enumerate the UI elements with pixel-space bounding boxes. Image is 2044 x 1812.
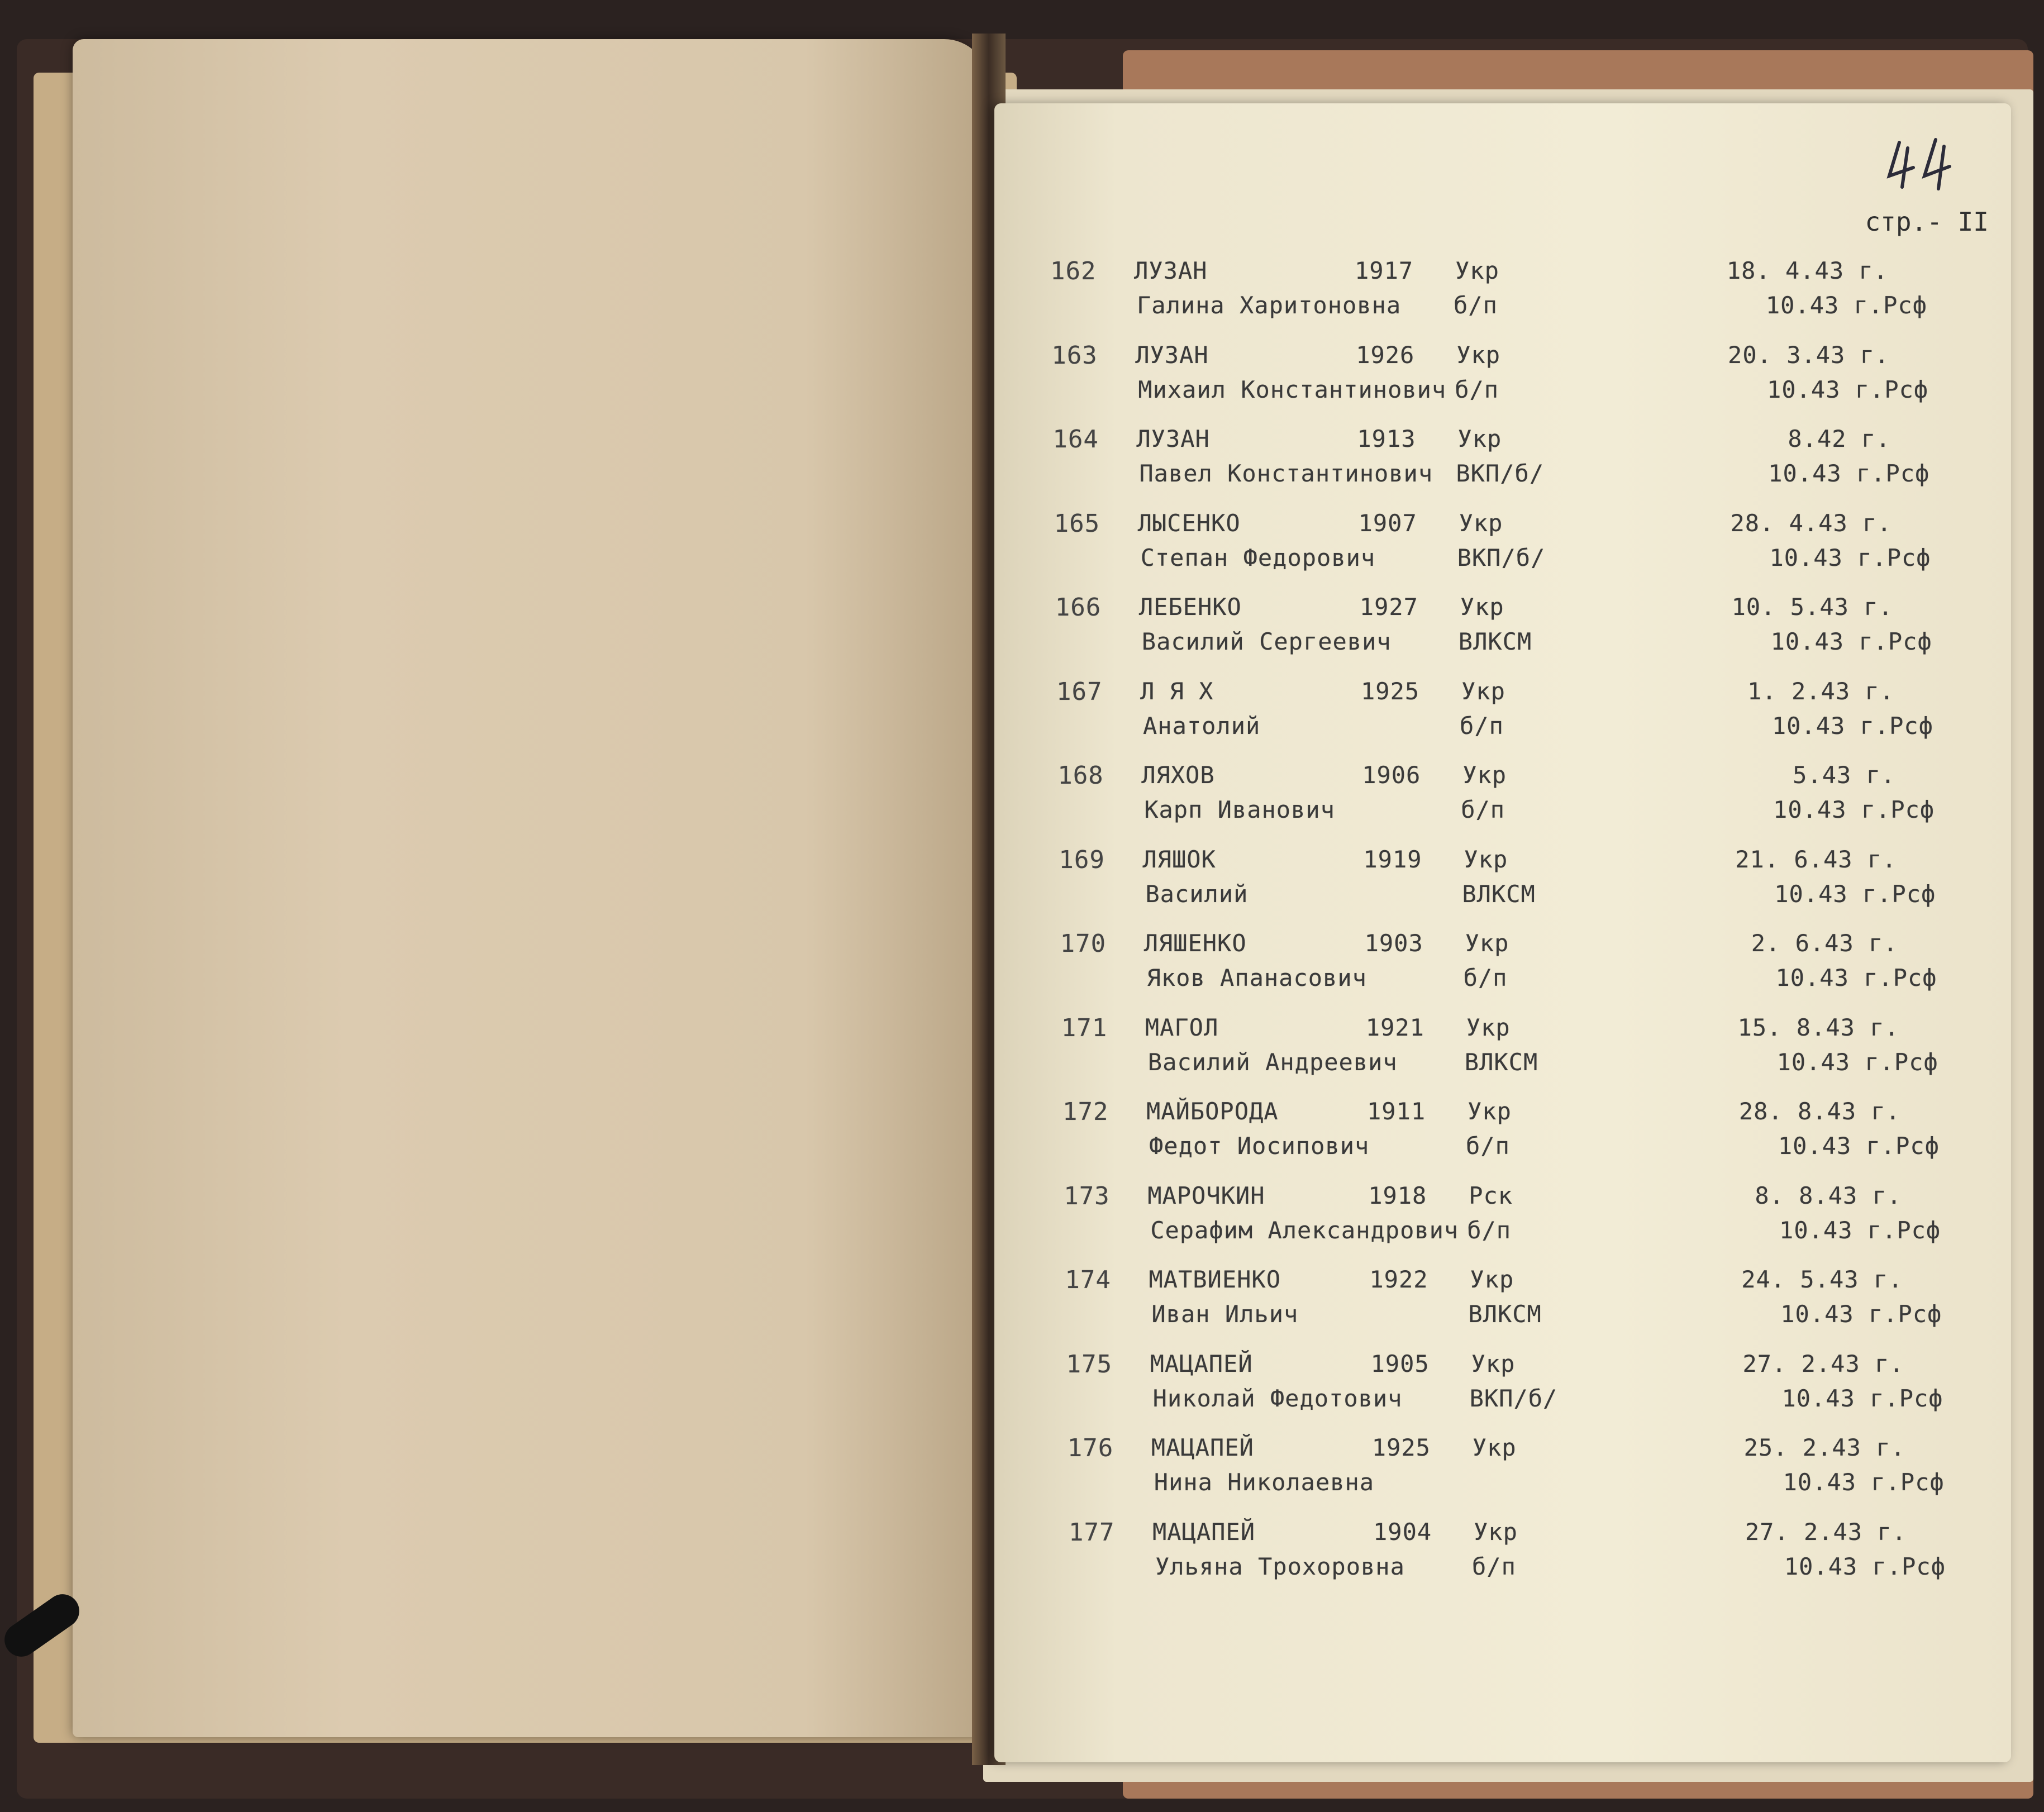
record-given-name: Павел Константинович: [1139, 460, 1433, 487]
record-given-name: Михаил Константинович: [1138, 375, 1447, 403]
record-mobilized: 10.43 г.Рсф: [1781, 1384, 1943, 1412]
record-party: ВКП/б/: [1469, 1384, 1558, 1412]
record-nationality: Укр: [1468, 1098, 1512, 1125]
record-date: 28. 8.43 г.: [1738, 1098, 1900, 1125]
record-party: ВКП/б/: [1457, 543, 1546, 571]
record-given-name: Василий Сергеевич: [1141, 628, 1392, 655]
record-row: [1057, 761, 1935, 840]
record-nationality: Укр: [1465, 929, 1509, 957]
record-row: [1063, 1098, 1940, 1176]
record-mobilized: 10.43 г.Рсф: [1774, 880, 1936, 908]
record-given-name: Нина Николаевна: [1154, 1468, 1375, 1496]
record-row: [1055, 593, 1932, 671]
record-birth-year: 1925: [1371, 1434, 1431, 1461]
record-number: 169: [1059, 845, 1105, 874]
record-party: б/п: [1460, 712, 1504, 740]
record-surname: ЛУЗАН: [1135, 341, 1209, 369]
record-birth-year: 1907: [1358, 509, 1417, 537]
record-mobilized: 10.43 г.Рсф: [1773, 796, 1935, 823]
record-nationality: Укр: [1464, 845, 1508, 873]
record-party: б/п: [1467, 1216, 1512, 1244]
record-date: 8.42 г.: [1788, 425, 1891, 452]
record-surname: ЛЫСЕНКО: [1137, 509, 1241, 537]
record-number: 177: [1069, 1518, 1115, 1547]
record-date: 24. 5.43 г.: [1741, 1266, 1903, 1293]
record-number: 171: [1061, 1013, 1108, 1042]
record-nationality: Укр: [1457, 425, 1502, 452]
record-mobilized: 10.43 г.Рсф: [1768, 460, 1930, 487]
record-nationality: Укр: [1466, 1013, 1511, 1041]
left-page-blank: [73, 39, 989, 1737]
record-nationality: Укр: [1471, 1350, 1516, 1377]
record-date: 27. 2.43 г.: [1742, 1350, 1904, 1377]
record-number: 172: [1063, 1098, 1109, 1126]
record-row: [1050, 257, 1927, 335]
record-given-name: Василий: [1145, 880, 1249, 908]
record-date: 15. 8.43 г.: [1737, 1013, 1899, 1041]
record-date: 20. 3.43 г.: [1728, 341, 1890, 369]
record-date: 25. 2.43 г.: [1743, 1434, 1905, 1461]
record-date: 27. 2.43 г.: [1745, 1518, 1907, 1546]
record-number: 176: [1067, 1434, 1114, 1462]
record-surname: МАЦАПЕЙ: [1152, 1518, 1256, 1546]
record-surname: МАГОЛ: [1145, 1013, 1219, 1041]
record-surname: ЛЕБЕНКО: [1138, 593, 1242, 621]
record-date: 21. 6.43 г.: [1735, 845, 1897, 873]
record-date: 1. 2.43 г.: [1747, 677, 1894, 705]
record-given-name: Ульяна Трохоровна: [1155, 1552, 1405, 1580]
record-birth-year: 1921: [1365, 1013, 1424, 1041]
record-row: [1051, 341, 1929, 419]
record-party: б/п: [1455, 375, 1499, 403]
record-birth-year: 1911: [1367, 1098, 1426, 1125]
record-row: [1067, 1434, 1945, 1512]
record-nationality: Укр: [1459, 509, 1503, 537]
record-number: 174: [1065, 1266, 1111, 1294]
record-given-name: Яков Апанасович: [1146, 964, 1367, 991]
record-party: ВЛКСМ: [1458, 628, 1532, 655]
record-date: 8. 8.43 г.: [1755, 1181, 1902, 1209]
record-mobilized: 10.43 г.Рсф: [1778, 1132, 1940, 1160]
record-nationality: Укр: [1461, 677, 1505, 705]
record-number: 164: [1052, 425, 1099, 454]
record-mobilized: 10.43 г.Рсф: [1783, 1468, 1945, 1496]
record-party: ВКП/б/: [1456, 460, 1545, 487]
record-surname: ЛЯХОВ: [1141, 761, 1215, 789]
record-given-name: Серафим Александрович: [1150, 1216, 1459, 1244]
record-party: ВЛКСМ: [1464, 1048, 1538, 1076]
record-date: 5.43 г.: [1793, 761, 1896, 789]
record-birth-year: 1904: [1373, 1518, 1432, 1546]
record-birth-year: 1905: [1370, 1350, 1430, 1377]
record-nationality: Укр: [1474, 1518, 1518, 1546]
record-nationality: Укр: [1462, 761, 1507, 789]
record-mobilized: 10.43 г.Рсф: [1775, 964, 1937, 991]
record-date: 28. 4.43 г.: [1730, 509, 1892, 537]
record-given-name: Анатолий: [1143, 712, 1261, 740]
record-surname: ЛУЗАН: [1134, 257, 1208, 284]
record-mobilized: 10.43 г.Рсф: [1765, 292, 1927, 319]
record-surname: Л Я Х: [1140, 677, 1214, 705]
record-number: 175: [1066, 1350, 1113, 1379]
record-party: б/п: [1463, 964, 1508, 991]
record-given-name: Василий Андреевич: [1147, 1048, 1398, 1076]
record-mobilized: 10.43 г.Рсф: [1769, 543, 1931, 571]
record-party: ВЛКСМ: [1462, 880, 1536, 908]
record-nationality: Укр: [1470, 1266, 1514, 1293]
record-row: [1056, 677, 1933, 756]
record-number: 170: [1060, 929, 1107, 958]
record-row: [1065, 1266, 1942, 1344]
handwritten-folio-number: [1883, 134, 1966, 195]
record-number: 165: [1054, 509, 1100, 538]
record-surname: ЛУЗАН: [1136, 425, 1210, 452]
record-given-name: Николай Федотович: [1152, 1384, 1403, 1412]
record-row: [1064, 1181, 1941, 1260]
record-given-name: Иван Ильич: [1151, 1300, 1299, 1328]
record-birth-year: 1918: [1368, 1181, 1427, 1209]
record-row: [1069, 1518, 1946, 1596]
record-nationality: Укр: [1456, 341, 1501, 369]
record-birth-year: 1922: [1369, 1266, 1428, 1293]
page-number-label: стр.- II: [1865, 207, 1989, 237]
record-surname: ЛЯШОК: [1142, 845, 1216, 873]
record-party: б/п: [1466, 1132, 1510, 1160]
record-birth-year: 1927: [1359, 593, 1418, 621]
record-surname: МАТВИЕНКО: [1149, 1266, 1281, 1293]
record-date: 10. 5.43 г.: [1731, 593, 1893, 621]
record-given-name: Галина Харитоновна: [1137, 292, 1402, 319]
record-mobilized: 10.43 г.Рсф: [1776, 1048, 1938, 1076]
record-mobilized: 10.43 г.Рсф: [1784, 1552, 1946, 1580]
record-birth-year: 1906: [1362, 761, 1421, 789]
record-party: б/п: [1461, 796, 1505, 823]
record-row: [1052, 425, 1930, 503]
record-mobilized: 10.43 г.Рсф: [1767, 375, 1929, 403]
record-number: 162: [1050, 257, 1097, 285]
record-mobilized: 10.43 г.Рсф: [1779, 1216, 1941, 1244]
record-number: 166: [1055, 593, 1102, 622]
record-given-name: Карп Иванович: [1144, 796, 1335, 823]
record-date: 18. 4.43 г.: [1726, 257, 1888, 284]
record-row: [1059, 845, 1936, 924]
record-row: [1066, 1350, 1943, 1428]
record-nationality: Укр: [1472, 1434, 1517, 1461]
record-surname: МАЦАПЕЙ: [1151, 1434, 1254, 1461]
record-number: 167: [1056, 677, 1103, 706]
handwritten-folio-icon: [1883, 134, 1966, 195]
record-surname: ЛЯШЕНКО: [1144, 929, 1247, 957]
record-party: ВЛКСМ: [1468, 1300, 1542, 1328]
record-mobilized: 10.43 г.Рсф: [1770, 628, 1932, 655]
record-birth-year: 1925: [1361, 677, 1420, 705]
record-row: [1060, 929, 1937, 1008]
record-birth-year: 1919: [1363, 845, 1422, 873]
record-birth-year: 1926: [1356, 341, 1415, 369]
record-number: 163: [1051, 341, 1098, 370]
record-mobilized: 10.43 г.Рсф: [1771, 712, 1933, 740]
record-mobilized: 10.43 г.Рсф: [1780, 1300, 1942, 1328]
record-given-name: Федот Иосипович: [1149, 1132, 1370, 1160]
record-date: 2. 6.43 г.: [1751, 929, 1898, 957]
record-surname: МАРОЧКИН: [1147, 1181, 1265, 1209]
record-number: 168: [1057, 761, 1104, 790]
record-birth-year: 1903: [1364, 929, 1423, 957]
record-nationality: Рск: [1469, 1181, 1513, 1209]
record-nationality: Укр: [1460, 593, 1504, 621]
record-number: 173: [1064, 1181, 1110, 1210]
record-surname: МАЙБОРОДА: [1146, 1098, 1279, 1125]
record-given-name: Степан Федорович: [1140, 543, 1376, 571]
record-row: [1054, 509, 1931, 588]
record-birth-year: 1917: [1355, 257, 1414, 284]
record-party: б/п: [1472, 1552, 1516, 1580]
record-birth-year: 1913: [1357, 425, 1416, 452]
record-surname: МАЦАПЕЙ: [1150, 1350, 1253, 1377]
record-row: [1061, 1013, 1938, 1092]
record-party: б/п: [1454, 292, 1498, 319]
record-nationality: Укр: [1455, 257, 1499, 284]
